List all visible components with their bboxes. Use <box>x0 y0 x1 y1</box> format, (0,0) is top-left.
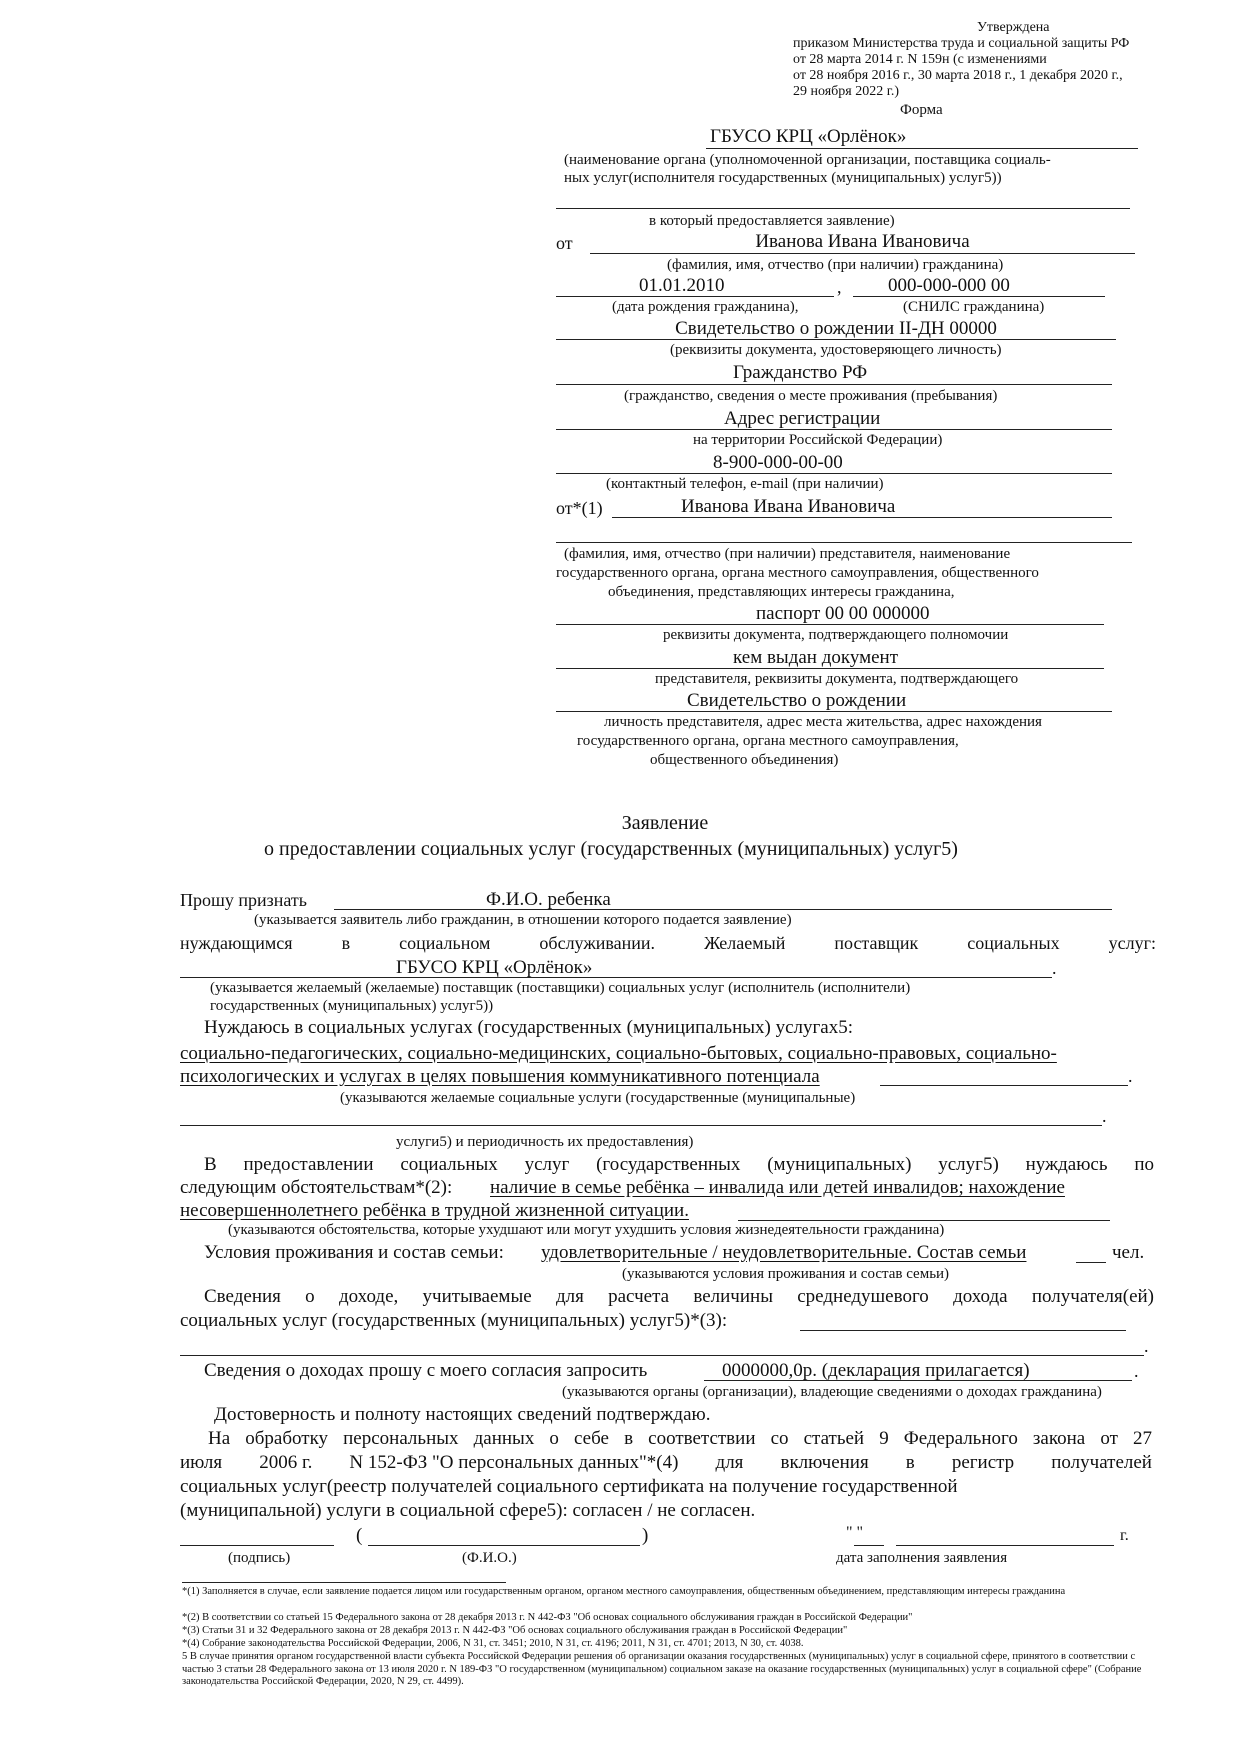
representative-caption: объединения, представляющих интересы гражданина, <box>608 584 955 600</box>
footnote: *(3) Статьи 31 и 32 Федерального закона от 28 декабря 2013 г. N 442-ФЗ "Об основах социального обслуживания граждан в Российской Федерации" <box>182 1625 848 1636</box>
birth-cert-caption: государственного органа, органа местного самоуправления, <box>577 733 959 749</box>
living-label: Условия проживания и состав семьи: <box>204 1242 504 1263</box>
consent-line: социальных услуг(реестр получателей социального сертификата на получение государственной <box>180 1476 958 1497</box>
applicant-name: Иванова Ивана Ивановича <box>755 231 970 252</box>
identity-caption: (реквизиты документа, удостоверяющего личность) <box>670 342 1002 358</box>
submitted-to-underline <box>556 208 1130 209</box>
signature-caption: (подпись) <box>228 1550 291 1566</box>
identity-underline <box>556 339 1116 340</box>
date-caption: дата заполнения заявления <box>836 1550 1008 1566</box>
document-subtitle: о предоставлении социальных услуг (государственных (муниципальных) услуг5) <box>264 838 958 860</box>
birth-date-underline <box>556 296 834 297</box>
footnote: *(2) В соответствии со статьей 15 Федерального закона от 28 декабря 2013 г. N 442-ФЗ "Об основах социального обслуживания граждан в Российской Федерации" <box>182 1612 913 1623</box>
org-caption: (наименование органа (уполномоченной организации, поставщика социаль- <box>564 152 1051 168</box>
phone: 8-900-000-00-00 <box>713 452 843 473</box>
circumstances-value: несовершеннолетнего ребёнка в трудной жизненной ситуации. <box>180 1200 689 1221</box>
close-paren: ) <box>642 1525 649 1546</box>
living-caption: (указываются условия проживания и состав семьи) <box>622 1266 950 1282</box>
living-value: удовлетворительные / неудовлетворительные. Состав семьи <box>541 1242 1027 1263</box>
needy-word: социальном <box>399 933 491 953</box>
period: . <box>1144 1336 1149 1356</box>
issued-by: кем выдан документ <box>733 647 899 668</box>
period: . <box>1128 1066 1133 1086</box>
representative-underline <box>612 517 1112 518</box>
identity-doc: Свидетельство о рождении II-ДН 00000 <box>675 318 997 339</box>
provider-underline <box>180 977 1052 978</box>
consent-word: регистр <box>951 1452 1015 1473</box>
circumstances-label: следующим обстоятельствам*(2): <box>180 1177 453 1198</box>
services-caption: (указываются желаемые социальные услуги (государственные (муниципальные) <box>340 1090 856 1106</box>
birth-date: 01.01.2010 <box>639 275 725 296</box>
from-label: от <box>556 233 573 253</box>
fio-caption: (Ф.И.О.) <box>462 1550 517 1566</box>
citizenship: Гражданство РФ <box>733 362 868 383</box>
family-size-underline <box>1076 1262 1106 1263</box>
form-label: Форма <box>900 102 943 118</box>
snils: 000-000-000 00 <box>888 275 1010 296</box>
needy-word: обслуживании. <box>539 933 656 953</box>
needy-word: услуг: <box>1108 933 1156 953</box>
child-name-underline <box>334 909 1112 910</box>
passport: паспорт 00 00 000000 <box>756 603 930 624</box>
needy-word: нуждающимся <box>180 933 293 953</box>
passport-caption: реквизиты документа, подтверждающего полномочии <box>663 627 1009 643</box>
services-intro: Нуждаюсь в социальных услугах (государственных (муниципальных) услугах5: <box>204 1017 854 1038</box>
consent-word: в <box>905 1452 915 1473</box>
snils-underline <box>853 296 1105 297</box>
provider-caption: (указывается желаемый (желаемые) поставщик (поставщики) социальных услуг (исполнитель (исполнители) <box>210 980 911 996</box>
issued-underline <box>556 668 1104 669</box>
birth-cert-caption: личность представителя, адрес места жительства, адрес нахождения <box>604 714 1042 730</box>
citizenship-caption: (гражданство, сведения о месте проживания (пребывания) <box>624 388 998 404</box>
period: . <box>1052 958 1057 978</box>
income-extra-underline <box>180 1355 1144 1356</box>
address-underline <box>556 429 1112 430</box>
representative-extra-underline <box>556 542 1132 543</box>
living-count: чел. <box>1112 1242 1145 1263</box>
representative-name: Иванова Ивана Ивановича <box>681 496 896 517</box>
income-line: Сведения о доходе, учитываемые для расчета величины среднедушевого дохода получателя(ей) <box>204 1286 1154 1307</box>
period: . <box>1134 1361 1139 1381</box>
consent-word: июля <box>180 1452 223 1473</box>
consent-word: включения <box>780 1452 869 1473</box>
footnote-separator <box>182 1582 506 1583</box>
ask-caption: (указывается заявитель либо гражданин, в отношении которого подается заявление) <box>254 912 792 928</box>
circumstances-caption: (указываются обстоятельства, которые ухудшают или могут ухудшить условия жизнедеятельности гражданина) <box>228 1222 945 1238</box>
provider-caption: государственных (муниципальных) услуг5)) <box>210 998 494 1014</box>
citizenship-underline <box>556 384 1112 385</box>
date-month-field[interactable] <box>896 1545 1114 1546</box>
needy-word: Желаемый <box>704 933 786 953</box>
income-underline <box>800 1330 1126 1331</box>
footnote: *(1) Заполняется в случае, если заявление подается лицом или государственным органом, органом местного самоуправления, общественным объединением, представляющим интересы гражданина <box>182 1586 1066 1597</box>
approval-line: Утверждена <box>977 20 1050 35</box>
address-caption: на территории Российской Федерации) <box>693 432 943 448</box>
approval-line: 29 ноября 2022 г.) <box>793 84 900 99</box>
footnote: 5 В случае принятия органом государственной власти субъекта Российской Федерации решения об организации оказания государственных (муниципальных) услуг в социальной сфере, принятого в соответствии с частью 3 статьи 28 Федерального закона от 13 июля 2020 г. N 189-ФЗ "О государственном (муниципальном) социальном заказе на оказание государственных (муниципальных) услуг в социальной сфере" (Собрание законодательства Российской Федерации, 2020, N 29, ст. 4499). <box>182 1651 1142 1687</box>
consent-line: (муниципальной) услуги в социальной сфере5): согласен / не согласен. <box>180 1500 756 1521</box>
approval-line: от 28 ноября 2016 г., 30 марта 2018 г., 1 декабря 2020 г., <box>793 68 1123 83</box>
consent-line <box>180 1452 1152 1474</box>
income-request-caption: (указываются органы (организации), владеющие сведениями о доходах гражданина) <box>562 1384 1102 1400</box>
approval-line: приказом Министерства труда и социальной защиты РФ <box>793 36 1130 51</box>
needy-line <box>180 933 1156 954</box>
approval-line: от 28 марта 2014 г. N 159н (с изменениями <box>793 52 1047 67</box>
birth-cert-underline <box>556 711 1112 712</box>
circumstances-underline <box>738 1220 1110 1221</box>
phone-caption: (контактный телефон, e-mail (при наличии) <box>606 476 884 492</box>
phone-underline <box>556 473 1112 474</box>
applicant-caption: (фамилия, имя, отчество (при наличии) гражданина) <box>667 257 1004 273</box>
needy-word: поставщик <box>834 933 919 953</box>
year-suffix: г. <box>1120 1527 1129 1544</box>
consent-word: для <box>715 1452 744 1473</box>
circumstances-line: В предоставлении социальных услуг (государственных (муниципальных) услуг5) нуждаюсь по <box>204 1154 1154 1175</box>
date-day-field[interactable] <box>854 1545 884 1546</box>
child-name: Ф.И.О. ребенка <box>486 889 611 910</box>
services-underline <box>880 1085 1128 1086</box>
circumstances-value: наличие в семье ребёнка – инвалида или детей инвалидов; нахождение <box>490 1177 1065 1198</box>
issued-caption: представителя, реквизиты документа, подтверждающего <box>655 671 1019 687</box>
date-day-quotes: " " <box>846 1524 864 1541</box>
income-request-label: Сведения о доходах прошу с моего согласия запросить <box>204 1360 648 1381</box>
fio-field[interactable] <box>368 1545 640 1546</box>
representative-caption: государственного органа, органа местного самоуправления, общественного <box>556 565 1039 581</box>
consent-line: На обработку персональных данных о себе в соответствии со статьей 9 Федерального закона от 27 <box>208 1428 1152 1449</box>
needy-word: в <box>341 933 351 953</box>
org-underline <box>706 148 1138 149</box>
representative-label: от*(1) <box>556 498 603 518</box>
comma: , <box>837 277 842 297</box>
services-extra-underline <box>180 1125 1102 1126</box>
services-list: психологических и услугах в целях повышения коммуникативного потенциала <box>180 1066 820 1087</box>
passport-underline <box>556 624 1104 625</box>
address: Адрес регистрации <box>724 408 881 429</box>
open-paren: ( <box>356 1525 363 1546</box>
birth-cert: Свидетельство о рождении <box>687 690 907 711</box>
ask-label: Прошу признать <box>180 890 307 910</box>
confirmation: Достоверность и полноту настоящих сведений подтверждаю. <box>214 1404 711 1425</box>
snils-caption: (СНИЛС гражданина) <box>903 299 1045 315</box>
applicant-underline <box>590 253 1135 254</box>
needy-word: социальных <box>967 933 1060 953</box>
income-line: социальных услуг (государственных (муниципальных) услуг5)*(3): <box>180 1310 728 1331</box>
services-caption: услуги5) и периодичность их предоставления) <box>396 1134 694 1150</box>
org-name: ГБУСО КРЦ «Орлёнок» <box>710 126 907 147</box>
org-caption: ных услуг(исполнителя государственных (муниципальных) услуг5)) <box>564 170 1002 186</box>
services-list: социально-педагогических, социально-медицинских, социально-бытовых, социально-правовых, социально- <box>180 1043 1057 1064</box>
consent-word: 2006 г. <box>259 1452 313 1473</box>
submitted-to-caption: в который предоставляется заявление) <box>649 213 895 229</box>
document-title: Заявление <box>621 812 709 834</box>
birth-caption: (дата рождения гражданина), <box>612 299 799 315</box>
signature-field[interactable] <box>180 1545 334 1546</box>
income-request-value: 0000000,0р. (декларация прилагается) <box>722 1360 1030 1381</box>
period: . <box>1102 1106 1107 1126</box>
consent-word: N 152-ФЗ "О персональных данных"*(4) <box>349 1452 679 1473</box>
representative-caption: (фамилия, имя, отчество (при наличии) представителя, наименование <box>564 546 1011 562</box>
provider-name: ГБУСО КРЦ «Орлёнок» <box>396 957 593 978</box>
consent-word: получателей <box>1051 1452 1152 1473</box>
birth-cert-caption: общественного объединения) <box>650 752 839 768</box>
footnote: *(4) Собрание законодательства Российской Федерации, 2006, N 31, ст. 3451; 2010, N 31, ст. 4196; 2011, N 31, ст. 4701; 2013, N 30, ст. 4038. <box>182 1638 804 1649</box>
income-request-underline <box>704 1380 1132 1381</box>
